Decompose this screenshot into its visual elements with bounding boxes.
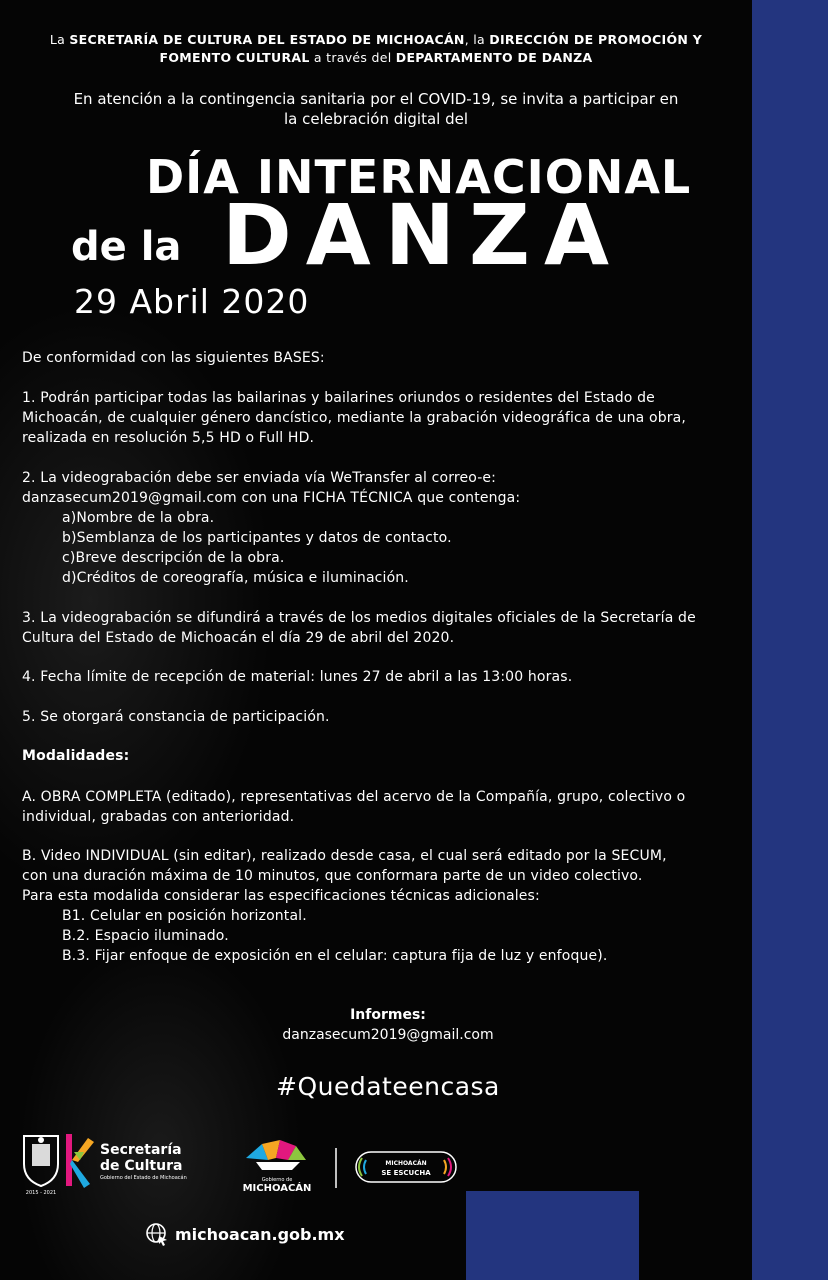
spec-item-b2: B.2. Espacio iluminado.: [62, 928, 229, 944]
base-5: [22, 707, 740, 727]
invitation-text: [20, 89, 732, 129]
base-3: [22, 608, 740, 648]
title-de-la: de la: [71, 224, 182, 270]
michoacan-se-escucha-logo-icon: [356, 1152, 456, 1182]
informes-label: Informes:: [350, 1007, 426, 1023]
informes-email[interactable]: danzasecum2019@gmail.com: [282, 1027, 494, 1043]
modalidad-b-line-3: Para esta modalida considerar las especificaciones técnicas adicionales:: [22, 888, 540, 904]
base-4: [22, 667, 740, 687]
title-danza: DANZA: [222, 186, 623, 284]
modalidades-heading: Modalidades:: [22, 748, 130, 764]
informes-block: [200, 1005, 576, 1045]
ficha-item-a: a)Nombre de la obra.: [62, 510, 215, 526]
event-date: 29 Abril 2020: [74, 282, 310, 321]
globe-cursor-icon: [145, 1222, 169, 1246]
secretaria-k-logo-icon: [66, 1134, 94, 1188]
state-shield-icon: [24, 1136, 58, 1196]
modalidad-a-text: A. OBRA COMPLETA (editado), representativas del acervo de la Compañía, grupo, colectivo o individual, grabadas con anterioridad.: [22, 789, 686, 825]
intro-text-2: , la: [464, 32, 490, 47]
base-5-text: 5. Se otorgará constancia de participación.: [22, 709, 330, 725]
spec-item-b1: B1. Celular en posición horizontal.: [62, 908, 307, 924]
secretaria-line-2: de Cultura: [100, 1158, 183, 1174]
base-3-text: 3. La videograbación se difundirá a través de los medios digitales oficiales de la Secretaría de Cultura del Estado de Michoacán el día 29 de abril del 2020.: [22, 610, 696, 646]
ficha-item-c: c)Breve descripción de la obra.: [62, 550, 285, 566]
base-2: [22, 468, 740, 588]
secretaria-line-1: Secretaría: [100, 1142, 182, 1158]
ficha-item-d: d)Créditos de coreografía, música e iluminación.: [62, 570, 409, 586]
shield-years: 2015 - 2021: [25, 1190, 57, 1196]
side-stripe: [752, 0, 828, 1280]
org-direccion: DIRECCIÓN DE PROMOCIÓN Y FOMENTO CULTURAL: [159, 32, 703, 65]
bases-section: [22, 348, 740, 368]
escucha-line-2: SE ESCUCHA: [381, 1169, 431, 1177]
org-secretaria: SECRETARÍA DE CULTURA DEL ESTADO DE MICHOACÁN: [69, 32, 465, 47]
gobierno-big: MICHOACÁN: [242, 1183, 312, 1194]
website-link[interactable]: [145, 1222, 345, 1246]
invite-line-2: la celebración digital del: [283, 110, 469, 128]
escucha-line-1: MICHOACÁN: [385, 1160, 427, 1167]
modalidad-b-line-1: B. Video INDIVIDUAL (sin editar), realizado desde casa, el cual será editado por la SECUM,: [22, 848, 667, 864]
secretaria-subtitle: Gobierno del Estado de Michoacán: [100, 1175, 187, 1181]
gobierno-small: Gobierno de: [261, 1177, 293, 1183]
organizer-intro: [20, 31, 732, 67]
logos-strip: [0, 1130, 752, 1280]
website-url: michoacan.gob.mx: [175, 1224, 345, 1244]
ficha-item-b: b)Semblanza de los participantes y datos de contacto.: [62, 530, 452, 546]
hashtag-quedateencasa: #Quedateencasa: [276, 1072, 500, 1101]
title-dia-internacional: DÍA INTERNACIONAL: [146, 150, 692, 204]
gobierno-michoacan-logo-icon: [246, 1140, 306, 1170]
modalidad-b: [22, 846, 740, 966]
base-4-text: 4. Fecha límite de recepción de material: lunes 27 de abril a las 13:00 horas.: [22, 669, 573, 685]
intro-text-3: a través del: [309, 50, 396, 65]
org-departamento: DEPARTAMENTO DE DANZA: [395, 50, 593, 65]
bases-intro: De conformidad con las siguientes BASES:: [22, 350, 325, 366]
base-1-text: 1. Podrán participar todas las bailarinas y bailarines oriundos o residentes del Estado de Michoacán, de cualquier género dancístico, mediante la grabación videográfica de una obra, realizada en resolución 5,5 HD o Full HD.: [22, 390, 686, 446]
modalidad-a: [22, 787, 740, 827]
invite-line-1: En atención a la contingencia sanitaria por el COVID-19, se invita a participar en: [73, 90, 679, 108]
intro-text-1: La: [49, 32, 70, 47]
base-2-line-1: 2. La videograbación debe ser enviada vía WeTransfer al correo-e:: [22, 470, 497, 486]
base-2-line-2: danzasecum2019@gmail.com con una FICHA TÉCNICA que contenga:: [22, 490, 521, 506]
spec-item-b3: B.3. Fijar enfoque de exposición en el celular: captura fija de luz y enfoque).: [62, 948, 608, 964]
modalidad-b-line-2: con una duración máxima de 10 minutos, que conformara parte de un video colectivo.: [22, 868, 643, 884]
base-1: [22, 388, 740, 448]
